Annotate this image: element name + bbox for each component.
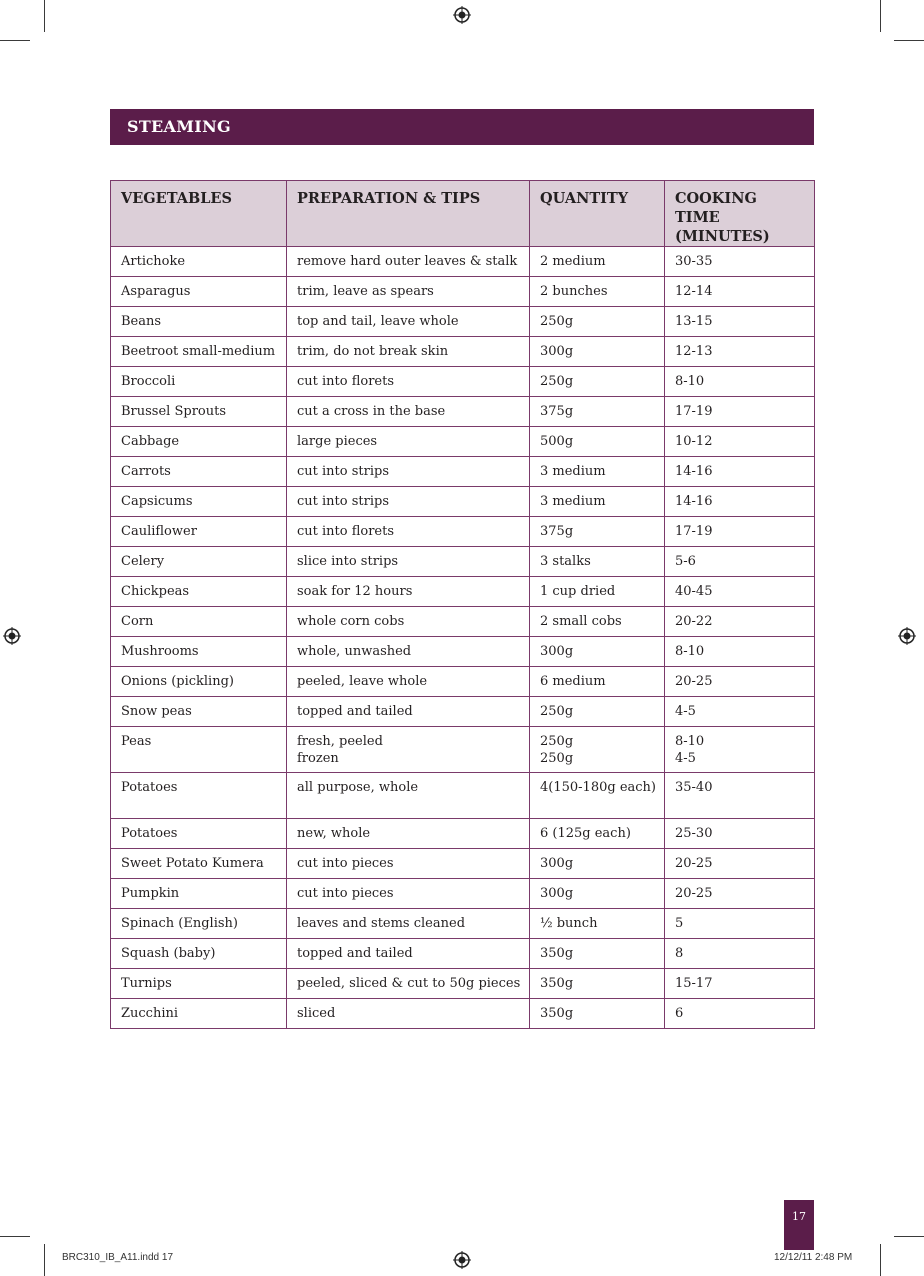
table-row	[111, 819, 815, 849]
cell-cooking-time: 12-13	[665, 337, 815, 367]
cell-preparation: topped and tailed	[287, 939, 530, 969]
table-row	[111, 999, 815, 1029]
table-row	[111, 487, 815, 517]
cell-vegetable: Peas	[111, 727, 287, 773]
cell-vegetable: Potatoes	[111, 819, 287, 849]
cell-cooking-time: 5-6	[665, 547, 815, 577]
cell-preparation: large pieces	[287, 427, 530, 457]
cell-quantity: 3 medium	[530, 487, 665, 517]
cell-preparation: fresh, peeled frozen	[287, 727, 530, 773]
cell-quantity: 350g	[530, 939, 665, 969]
crop-mark	[894, 1236, 924, 1237]
cell-preparation: new, whole	[287, 819, 530, 849]
cell-vegetable: Sweet Potato Kumera	[111, 849, 287, 879]
cell-preparation: all purpose, whole	[287, 773, 530, 819]
table-row	[111, 727, 815, 773]
cell-preparation: sliced	[287, 999, 530, 1029]
cell-vegetable: Snow peas	[111, 697, 287, 727]
cell-vegetable: Beetroot small-medium	[111, 337, 287, 367]
table-row	[111, 397, 815, 427]
cell-preparation: cut into strips	[287, 457, 530, 487]
cell-vegetable: Brussel Sprouts	[111, 397, 287, 427]
column-header-preparation: PREPARATION & TIPS	[287, 181, 530, 247]
cell-quantity: 300g	[530, 849, 665, 879]
cell-vegetable: Zucchini	[111, 999, 287, 1029]
cell-preparation: slice into strips	[287, 547, 530, 577]
cell-quantity: 4(150-180g each)	[530, 773, 665, 819]
cell-preparation: cut into pieces	[287, 849, 530, 879]
cell-quantity: 2 medium	[530, 247, 665, 277]
crop-mark	[44, 1244, 45, 1276]
cell-quantity: 2 small cobs	[530, 607, 665, 637]
cell-vegetable: Turnips	[111, 969, 287, 999]
cell-preparation: cut into florets	[287, 517, 530, 547]
cell-cooking-time: 20-25	[665, 849, 815, 879]
table-row	[111, 969, 815, 999]
cell-preparation: cut into strips	[287, 487, 530, 517]
cell-cooking-time: 14-16	[665, 487, 815, 517]
column-header-cooking-time: COOKING TIME (MINUTES)	[665, 181, 815, 247]
cell-cooking-time: 8-10	[665, 367, 815, 397]
cell-quantity: 300g	[530, 879, 665, 909]
table-row	[111, 367, 815, 397]
column-header-quantity: QUANTITY	[530, 181, 665, 247]
slug-timestamp: 12/12/11 2:48 PM	[774, 1252, 853, 1263]
steaming-table	[110, 180, 815, 1029]
cell-preparation: topped and tailed	[287, 697, 530, 727]
cell-cooking-time: 40-45	[665, 577, 815, 607]
cell-quantity: 250g	[530, 367, 665, 397]
cell-vegetable: Squash (baby)	[111, 939, 287, 969]
cell-preparation: peeled, sliced & cut to 50g pieces	[287, 969, 530, 999]
cell-preparation: cut a cross in the base	[287, 397, 530, 427]
cell-cooking-time: 17-19	[665, 397, 815, 427]
table-row	[111, 337, 815, 367]
table-row	[111, 849, 815, 879]
cell-cooking-time: 35-40	[665, 773, 815, 819]
table-row	[111, 637, 815, 667]
cell-preparation: whole corn cobs	[287, 607, 530, 637]
table-row	[111, 547, 815, 577]
cell-quantity: 1 cup dried	[530, 577, 665, 607]
cell-preparation: top and tail, leave whole	[287, 307, 530, 337]
table-row	[111, 247, 815, 277]
cell-cooking-time: 15-17	[665, 969, 815, 999]
table-row	[111, 697, 815, 727]
cell-quantity: 500g	[530, 427, 665, 457]
crop-mark	[0, 40, 30, 41]
cell-vegetable: Broccoli	[111, 367, 287, 397]
cell-quantity: 350g	[530, 999, 665, 1029]
cell-quantity: 250g	[530, 307, 665, 337]
table-row	[111, 517, 815, 547]
cell-preparation: cut into pieces	[287, 879, 530, 909]
cell-vegetable: Cabbage	[111, 427, 287, 457]
table-row	[111, 277, 815, 307]
cell-preparation: soak for 12 hours	[287, 577, 530, 607]
table-row	[111, 879, 815, 909]
cell-cooking-time: 10-12	[665, 427, 815, 457]
crop-mark	[894, 40, 924, 41]
registration-mark-icon	[453, 1251, 471, 1269]
cell-quantity: 375g	[530, 517, 665, 547]
crop-mark	[44, 0, 45, 32]
section-title: STEAMING	[110, 109, 814, 145]
cell-preparation: cut into florets	[287, 367, 530, 397]
registration-mark-icon	[3, 627, 21, 645]
cell-vegetable: Spinach (English)	[111, 909, 287, 939]
cell-vegetable: Asparagus	[111, 277, 287, 307]
cell-preparation: peeled, leave whole	[287, 667, 530, 697]
cell-quantity: 250g	[530, 697, 665, 727]
table-row	[111, 667, 815, 697]
cell-vegetable: Potatoes	[111, 773, 287, 819]
table-row	[111, 307, 815, 337]
cell-vegetable: Onions (pickling)	[111, 667, 287, 697]
cell-vegetable: Celery	[111, 547, 287, 577]
cell-cooking-time: 5	[665, 909, 815, 939]
cell-quantity: 300g	[530, 637, 665, 667]
crop-mark	[880, 1244, 881, 1276]
slug-filename: BRC310_IB_A11.indd 17	[62, 1252, 174, 1263]
cell-quantity: 6 (125g each)	[530, 819, 665, 849]
cell-preparation: trim, leave as spears	[287, 277, 530, 307]
cell-vegetable: Cauliflower	[111, 517, 287, 547]
cell-vegetable: Artichoke	[111, 247, 287, 277]
cell-quantity: 375g	[530, 397, 665, 427]
crop-mark	[880, 0, 881, 32]
cell-preparation: whole, unwashed	[287, 637, 530, 667]
cell-preparation: trim, do not break skin	[287, 337, 530, 367]
table-body	[111, 247, 815, 1029]
cell-cooking-time: 25-30	[665, 819, 815, 849]
cell-cooking-time: 20-25	[665, 667, 815, 697]
cell-vegetable: Carrots	[111, 457, 287, 487]
table-row	[111, 939, 815, 969]
cell-quantity: ½ bunch	[530, 909, 665, 939]
cell-vegetable: Capsicums	[111, 487, 287, 517]
table-row	[111, 577, 815, 607]
table-row	[111, 457, 815, 487]
cell-vegetable: Mushrooms	[111, 637, 287, 667]
cell-cooking-time: 8-10 4-5	[665, 727, 815, 773]
cell-vegetable: Corn	[111, 607, 287, 637]
crop-mark	[0, 1236, 30, 1237]
cell-cooking-time: 8-10	[665, 637, 815, 667]
cell-quantity: 6 medium	[530, 667, 665, 697]
table-row	[111, 773, 815, 819]
cell-cooking-time: 6	[665, 999, 815, 1029]
cell-preparation: leaves and stems cleaned	[287, 909, 530, 939]
cell-vegetable: Pumpkin	[111, 879, 287, 909]
registration-mark-icon	[453, 6, 471, 24]
page-number: 17	[784, 1200, 814, 1250]
column-header-vegetables: VEGETABLES	[111, 181, 287, 247]
cell-quantity: 300g	[530, 337, 665, 367]
cell-vegetable: Chickpeas	[111, 577, 287, 607]
cell-cooking-time: 4-5	[665, 697, 815, 727]
cell-quantity: 350g	[530, 969, 665, 999]
cell-quantity: 2 bunches	[530, 277, 665, 307]
cell-quantity: 3 stalks	[530, 547, 665, 577]
cell-cooking-time: 12-14	[665, 277, 815, 307]
table-row	[111, 427, 815, 457]
cell-preparation: remove hard outer leaves & stalk	[287, 247, 530, 277]
cell-cooking-time: 20-22	[665, 607, 815, 637]
registration-mark-icon	[898, 627, 916, 645]
cell-quantity: 250g 250g	[530, 727, 665, 773]
cell-quantity: 3 medium	[530, 457, 665, 487]
cell-cooking-time: 20-25	[665, 879, 815, 909]
cell-cooking-time: 30-35	[665, 247, 815, 277]
table-row	[111, 909, 815, 939]
cell-cooking-time: 13-15	[665, 307, 815, 337]
cell-cooking-time: 17-19	[665, 517, 815, 547]
cell-vegetable: Beans	[111, 307, 287, 337]
cell-cooking-time: 8	[665, 939, 815, 969]
table-row	[111, 607, 815, 637]
cell-cooking-time: 14-16	[665, 457, 815, 487]
table-header-row	[111, 181, 815, 247]
